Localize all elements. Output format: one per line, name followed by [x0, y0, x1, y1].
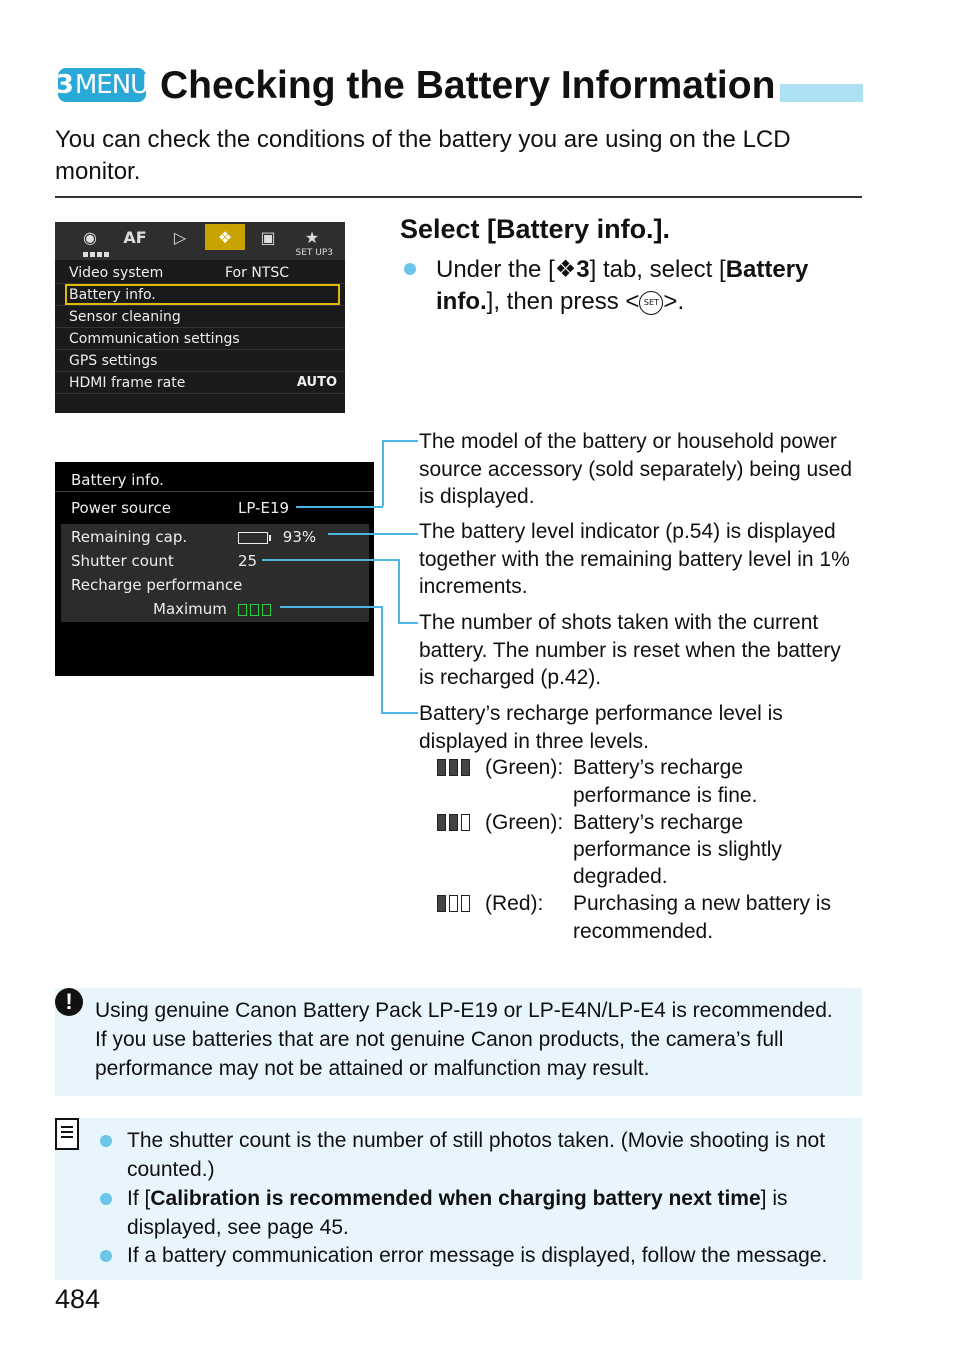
- menu-tab-bar: [55, 222, 345, 260]
- set-button-icon: SET: [639, 291, 663, 315]
- menu-item-battery-info: Battery info.: [55, 284, 345, 306]
- callout-recharge: Battery’s recharge performance level is displayed in three levels.: [419, 702, 783, 753]
- power-source-value: LP-E19: [238, 499, 290, 517]
- shutter-count-label: Shutter count: [71, 552, 174, 570]
- callout-line: [398, 559, 400, 622]
- intro-text: You can check the conditions of the battery you are using on the LCD monitor.: [55, 126, 791, 185]
- level-replace-icon: [437, 890, 473, 918]
- divider: [55, 196, 862, 198]
- tip-1: The shutter count is the number of still photos taken. (Movie shooting is not counted.): [127, 1129, 826, 1181]
- menu-item-gps: GPS settings: [55, 350, 345, 372]
- level-degraded-color: (Green):: [485, 811, 564, 834]
- camera-icon: ◉: [83, 227, 97, 247]
- tip-3: If a battery communication error message is displayed, follow the message.: [127, 1244, 828, 1267]
- callout-line: [381, 606, 383, 713]
- callout-level: The battery level indicator (p.54) is displayed together with the remaining battery level in 1% increments.: [419, 520, 850, 598]
- menu-item-hdmi: HDMI frame rate AUTO: [55, 372, 345, 394]
- level-fine-color: (Green):: [485, 756, 564, 779]
- bullet-icon: [100, 1135, 112, 1147]
- page-dots: [83, 251, 111, 259]
- play-icon: ▷: [173, 227, 187, 247]
- level-degraded-text: degraded.: [573, 865, 668, 888]
- bullet-icon: [100, 1250, 112, 1262]
- menu-item-video-system: Video system For NTSC: [55, 262, 345, 284]
- menu-item-sensor-cleaning: Sensor cleaning: [55, 306, 345, 328]
- level-fine-text: Battery’s recharge: [573, 756, 744, 779]
- callout-model: The model of the battery or household power source accessory (sold separately) being used is displayed.: [419, 430, 853, 508]
- badge-label: MENU: [74, 70, 149, 100]
- page-title: Checking the Battery Information: [160, 64, 776, 107]
- callout-line: [382, 440, 418, 442]
- bullet-icon: [404, 263, 416, 275]
- callout-line: [381, 712, 418, 714]
- level-degraded-text: Battery’s recharge: [573, 811, 744, 834]
- tip-2: If [Calibration is recommended when charging battery next time] is displayed, see page 45.: [127, 1187, 788, 1239]
- callout-line: [398, 622, 418, 624]
- caution-icon: !: [55, 988, 83, 1016]
- callout-line: [280, 606, 382, 608]
- recharge-performance-label: Recharge performance: [71, 576, 243, 594]
- camera-menu-screen: [55, 222, 345, 413]
- wrench-icon: ❖: [205, 224, 245, 250]
- setup-tab-label: SET UP3: [295, 248, 333, 258]
- callout-line: [328, 533, 418, 535]
- step-title: Select [Battery info.].: [400, 214, 671, 244]
- custom-icon: ▣: [260, 227, 276, 247]
- battery-info-heading: Battery info.: [55, 462, 374, 492]
- tab-af: AF: [123, 227, 147, 247]
- callout-line: [382, 440, 384, 506]
- battery-level-icon: [238, 532, 268, 544]
- remaining-cap-value: 93%: [282, 528, 317, 546]
- caution-text: Using genuine Canon Battery Pack LP-E19 or LP-E4N/LP-E4 is recommended. If you use batteries that are not genuine Canon products, the camera’s full performance may not be attained or malfunction may result.: [95, 999, 833, 1080]
- recharge-level-icon: [238, 600, 274, 618]
- level-replace-color: (Red):: [485, 892, 544, 915]
- power-source-label: Power source: [71, 499, 171, 517]
- level-replace-text: Purchasing a new battery is: [573, 892, 831, 915]
- badge-number: 3: [55, 70, 73, 100]
- step-text: Under the [❖3] tab, select [Battery info.], then press < SET >.: [436, 256, 809, 315]
- menu-item-communication: Communication settings: [55, 328, 345, 350]
- star-icon: ★: [304, 227, 320, 247]
- bullet-icon: [100, 1193, 112, 1205]
- recharge-performance-value: Maximum: [153, 600, 227, 618]
- level-fine-icon: [437, 754, 473, 782]
- wrench-icon: ❖: [554, 256, 577, 283]
- level-degraded-text: performance is slightly: [573, 838, 782, 861]
- callout-line: [262, 559, 399, 561]
- level-degraded-icon: [437, 809, 473, 837]
- menu-badge: [55, 68, 149, 102]
- level-fine-text: performance is fine.: [573, 784, 758, 807]
- callout-line: [296, 506, 383, 508]
- page-number: 484: [55, 1284, 101, 1314]
- memo-icon: [55, 1118, 79, 1150]
- callout-shots: The number of shots taken with the current battery. The number is reset when the battery is recharged (p.42).: [419, 611, 841, 689]
- battery-info-screen: [55, 462, 374, 676]
- shutter-count-value: 25: [238, 552, 258, 570]
- title-decoration-bar: [780, 84, 863, 102]
- remaining-cap-label: Remaining cap.: [71, 528, 188, 546]
- level-replace-text: recommended.: [573, 920, 714, 943]
